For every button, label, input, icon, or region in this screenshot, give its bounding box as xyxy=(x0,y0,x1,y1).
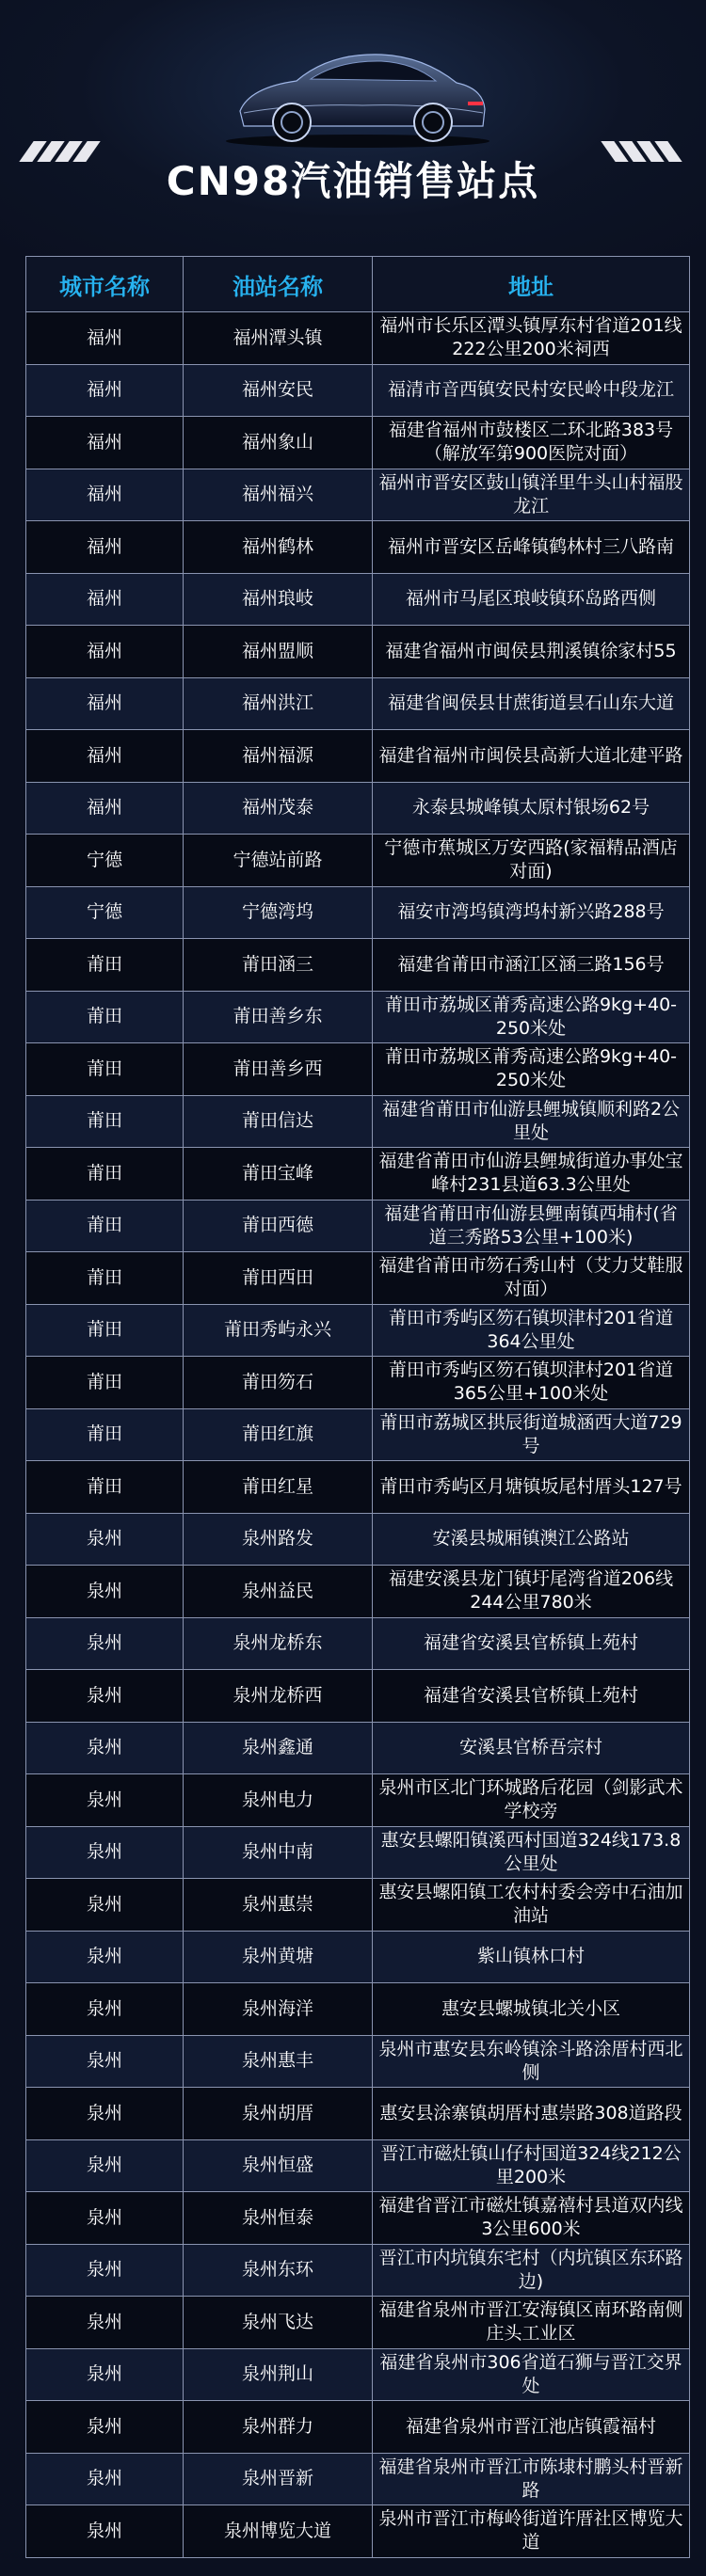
cell-address: 晋江市磁灶镇山仔村国道324线212公里200米 xyxy=(373,2139,690,2192)
cell-station: 泉州黄塘 xyxy=(184,1931,373,1983)
cell-city: 福州 xyxy=(26,730,184,783)
table-row xyxy=(26,521,690,574)
cell-city: 泉州 xyxy=(26,1879,184,1932)
cell-city: 福州 xyxy=(26,521,184,574)
cell-city: 福州 xyxy=(26,626,184,678)
cell-city: 泉州 xyxy=(26,1826,184,1879)
cell-city: 莆田 xyxy=(26,1304,184,1357)
table-row xyxy=(26,1043,690,1096)
cell-station: 莆田善乡东 xyxy=(184,991,373,1043)
cell-city: 泉州 xyxy=(26,1513,184,1566)
cell-city: 福州 xyxy=(26,782,184,835)
table-row xyxy=(26,1304,690,1357)
table-row xyxy=(26,1826,690,1879)
table-row xyxy=(26,2348,690,2401)
cell-city: 泉州 xyxy=(26,1931,184,1983)
cell-station: 泉州路发 xyxy=(184,1513,373,1566)
cell-address: 福建省闽侯县甘蔗街道昙石山东大道 xyxy=(373,677,690,730)
cell-city: 泉州 xyxy=(26,2088,184,2140)
cell-address: 福建省福州市闽侯县高新大道北建平路 xyxy=(373,730,690,783)
cell-city: 宁德 xyxy=(26,835,184,887)
table-row xyxy=(26,1931,690,1983)
table-row xyxy=(26,1774,690,1827)
cell-address: 福州市马尾区琅岐镇环岛路西侧 xyxy=(373,573,690,626)
cell-station: 莆田西田 xyxy=(184,1252,373,1305)
table-row xyxy=(26,1879,690,1932)
cell-address: 惠安县螺阳镇溪西村国道324线173.8公里处 xyxy=(373,1826,690,1879)
cell-city: 莆田 xyxy=(26,1095,184,1148)
cell-address: 福建省莆田市仙游县鲤南镇西埔村(省道三秀路53公里+100米) xyxy=(373,1200,690,1252)
page-title: CN98汽油销售站点 xyxy=(166,158,540,204)
cell-station: 泉州海洋 xyxy=(184,1983,373,2036)
cell-address: 福建省安溪县官桥镇上苑村 xyxy=(373,1617,690,1670)
cell-address: 惠安县螺城镇北关小区 xyxy=(373,1983,690,2036)
cell-station: 宁德站前路 xyxy=(184,835,373,887)
cell-city: 莆田 xyxy=(26,1148,184,1201)
column-header-city: 城市名称 xyxy=(26,257,184,312)
cell-address: 福建省福州市鼓楼区二环北路383号（解放军第900医院对面） xyxy=(373,417,690,469)
cell-address: 莆田市荔城区莆秀高速公路9kg+40-250米处 xyxy=(373,991,690,1043)
table-row xyxy=(26,2088,690,2140)
cell-city: 福州 xyxy=(26,469,184,521)
cell-city: 莆田 xyxy=(26,1357,184,1409)
table-row xyxy=(26,2297,690,2349)
cell-address: 福建省莆田市涵江区涵三路156号 xyxy=(373,939,690,992)
cell-station: 泉州电力 xyxy=(184,1774,373,1827)
cell-station: 福州潭头镇 xyxy=(184,312,373,365)
cell-city: 泉州 xyxy=(26,2139,184,2192)
table-body xyxy=(26,312,690,2558)
stations-table-container xyxy=(25,256,681,2558)
cell-station: 福州琅岐 xyxy=(184,573,373,626)
cell-address: 福建安溪县龙门镇圩尾湾省道206线244公里780米 xyxy=(373,1566,690,1618)
cell-city: 福州 xyxy=(26,573,184,626)
cell-station: 泉州博览大道 xyxy=(184,2505,373,2558)
cell-address: 福州市长乐区潭头镇厚东村省道201线222公里200米祠西 xyxy=(373,312,690,365)
cell-city: 泉州 xyxy=(26,2348,184,2401)
table-row xyxy=(26,1357,690,1409)
cell-city: 泉州 xyxy=(26,1617,184,1670)
table-row xyxy=(26,1095,690,1148)
cell-address: 福建省安溪县官桥镇上苑村 xyxy=(373,1670,690,1723)
table-row xyxy=(26,2192,690,2245)
cell-city: 莆田 xyxy=(26,939,184,992)
table-row xyxy=(26,2244,690,2297)
cell-address: 福建省晋江市磁灶镇嘉禧村县道双内线3公里600米 xyxy=(373,2192,690,2245)
table-row xyxy=(26,1148,690,1201)
cell-station: 福州鹤林 xyxy=(184,521,373,574)
cell-address: 莆田市荔城区莆秀高速公路9kg+40-250米处 xyxy=(373,1043,690,1096)
table-row xyxy=(26,1200,690,1252)
cell-station: 福州安民 xyxy=(184,364,373,417)
cell-station: 莆田宝峰 xyxy=(184,1148,373,1201)
cell-station: 莆田西德 xyxy=(184,1200,373,1252)
column-header-station: 油站名称 xyxy=(184,257,373,312)
cell-city: 莆田 xyxy=(26,991,184,1043)
cell-station: 福州福源 xyxy=(184,730,373,783)
cell-city: 泉州 xyxy=(26,1722,184,1774)
cell-city: 莆田 xyxy=(26,1043,184,1096)
cell-station: 莆田笏石 xyxy=(184,1357,373,1409)
cell-address: 福建省莆田市仙游县鲤城镇顺利路2公里处 xyxy=(373,1095,690,1148)
cell-station: 泉州飞达 xyxy=(184,2297,373,2349)
cell-city: 福州 xyxy=(26,312,184,365)
cell-station: 福州洪江 xyxy=(184,677,373,730)
cell-station: 泉州益民 xyxy=(184,1566,373,1618)
cell-station: 泉州恒泰 xyxy=(184,2192,373,2245)
cell-station: 泉州鑫通 xyxy=(184,1722,373,1774)
cell-station: 泉州群力 xyxy=(184,2401,373,2454)
table-row xyxy=(26,730,690,783)
cell-address: 泉州市区北门环城路后花园（剑影武术学校旁 xyxy=(373,1774,690,1827)
cell-address: 永泰县城峰镇太原村银场62号 xyxy=(373,782,690,835)
cell-station: 泉州惠丰 xyxy=(184,2035,373,2088)
cell-city: 莆田 xyxy=(26,1461,184,1514)
table-row xyxy=(26,939,690,992)
cell-station: 莆田善乡西 xyxy=(184,1043,373,1096)
cell-address: 莆田市荔城区拱辰街道城涵西大道729号 xyxy=(373,1408,690,1461)
cell-city: 莆田 xyxy=(26,1408,184,1461)
table-header-row xyxy=(26,257,690,312)
cell-city: 福州 xyxy=(26,417,184,469)
cell-address: 宁德市蕉城区万安西路(家福精品酒店对面) xyxy=(373,835,690,887)
cell-city: 福州 xyxy=(26,364,184,417)
cell-address: 泉州市晋江市梅岭街道许厝社区博览大道 xyxy=(373,2505,690,2558)
table-row xyxy=(26,2035,690,2088)
cell-address: 福建省福州市闽侯县荆溪镇徐家村55 xyxy=(373,626,690,678)
table-row xyxy=(26,417,690,469)
cell-address: 惠安县螺阳镇工农村村委会旁中石油加油站 xyxy=(373,1879,690,1932)
cell-city: 泉州 xyxy=(26,2297,184,2349)
cell-station: 莆田红旗 xyxy=(184,1408,373,1461)
table-row xyxy=(26,573,690,626)
table-row xyxy=(26,1722,690,1774)
cell-city: 泉州 xyxy=(26,1983,184,2036)
cell-city: 泉州 xyxy=(26,2505,184,2558)
cell-station: 泉州胡厝 xyxy=(184,2088,373,2140)
table-row xyxy=(26,1670,690,1723)
cell-station: 福州茂泰 xyxy=(184,782,373,835)
cell-city: 泉州 xyxy=(26,2192,184,2245)
column-header-address: 地址 xyxy=(373,257,690,312)
cell-address: 安溪县城厢镇澳江公路站 xyxy=(373,1513,690,1566)
cell-city: 泉州 xyxy=(26,2244,184,2297)
cell-station: 泉州东环 xyxy=(184,2244,373,2297)
table-row xyxy=(26,364,690,417)
table-row xyxy=(26,677,690,730)
table-row xyxy=(26,2505,690,2558)
cell-station: 莆田红星 xyxy=(184,1461,373,1514)
cell-city: 泉州 xyxy=(26,1774,184,1827)
cell-address: 福建省泉州市306省道石狮与晋江交界处 xyxy=(373,2348,690,2401)
table-row xyxy=(26,312,690,365)
cell-address: 安溪县官桥吾宗村 xyxy=(373,1722,690,1774)
table-row xyxy=(26,1252,690,1305)
cell-station: 泉州中南 xyxy=(184,1826,373,1879)
cell-address: 福建省泉州市晋江市陈埭村鹏头村晋新路 xyxy=(373,2453,690,2505)
cell-address: 福州市晋安区岳峰镇鹤林村三八路南 xyxy=(373,521,690,574)
cell-station: 福州福兴 xyxy=(184,469,373,521)
cell-city: 泉州 xyxy=(26,2453,184,2505)
cell-station: 泉州荆山 xyxy=(184,2348,373,2401)
cell-station: 泉州惠崇 xyxy=(184,1879,373,1932)
cell-city: 泉州 xyxy=(26,2035,184,2088)
cell-address: 晋江市内坑镇东宅村（内坑镇区东环路边) xyxy=(373,2244,690,2297)
cell-city: 莆田 xyxy=(26,1252,184,1305)
cell-station: 莆田涵三 xyxy=(184,939,373,992)
table-row xyxy=(26,835,690,887)
table-row xyxy=(26,1408,690,1461)
cell-station: 泉州龙桥东 xyxy=(184,1617,373,1670)
page-header xyxy=(0,0,706,256)
cell-station: 宁德湾坞 xyxy=(184,886,373,939)
cell-address: 福建省莆田市仙游县鲤城街道办事处宝峰村231县道63.3公里处 xyxy=(373,1148,690,1201)
cell-station: 福州盟顺 xyxy=(184,626,373,678)
cell-city: 泉州 xyxy=(26,1566,184,1618)
table-row xyxy=(26,1566,690,1618)
cell-station: 福州象山 xyxy=(184,417,373,469)
cell-station: 泉州龙桥西 xyxy=(184,1670,373,1723)
table-row xyxy=(26,469,690,521)
table-row xyxy=(26,1983,690,2036)
cell-address: 福建省泉州市晋江池店镇霞福村 xyxy=(373,2401,690,2454)
table-row xyxy=(26,626,690,678)
cell-station: 莆田信达 xyxy=(184,1095,373,1148)
table-row xyxy=(26,991,690,1043)
cell-address: 福安市湾坞镇湾坞村新兴路288号 xyxy=(373,886,690,939)
cell-city: 泉州 xyxy=(26,1670,184,1723)
cell-address: 惠安县涂寨镇胡厝村惠崇路308道路段 xyxy=(373,2088,690,2140)
cell-address: 莆田市秀屿区月塘镇坂尾村厝头127号 xyxy=(373,1461,690,1514)
table-row xyxy=(26,2401,690,2454)
cell-city: 福州 xyxy=(26,677,184,730)
cell-address: 莆田市秀屿区笏石镇坝津村201省道364公里处 xyxy=(373,1304,690,1357)
cell-city: 泉州 xyxy=(26,2401,184,2454)
table-row xyxy=(26,1513,690,1566)
cell-address: 福州市晋安区鼓山镇洋里牛头山村福股龙江 xyxy=(373,469,690,521)
cell-station: 莆田秀屿永兴 xyxy=(184,1304,373,1357)
table-row xyxy=(26,782,690,835)
cell-address: 福清市音西镇安民村安民岭中段龙江 xyxy=(373,364,690,417)
table-row xyxy=(26,886,690,939)
cell-station: 泉州恒盛 xyxy=(184,2139,373,2192)
table-row xyxy=(26,1617,690,1670)
table-row xyxy=(26,2139,690,2192)
cell-address: 福建省莆田市笏石秀山村（艾力艾鞋服对面） xyxy=(373,1252,690,1305)
cell-address: 福建省泉州市晋江安海镇区南环路南侧庄头工业区 xyxy=(373,2297,690,2349)
cell-city: 莆田 xyxy=(26,1200,184,1252)
sports-car-icon xyxy=(221,36,494,149)
table-row xyxy=(26,1461,690,1514)
cell-address: 莆田市秀屿区笏石镇坝津村201省道365公里+100米处 xyxy=(373,1357,690,1409)
cell-city: 宁德 xyxy=(26,886,184,939)
stations-table xyxy=(25,256,690,2558)
cell-address: 泉州市惠安县东岭镇涂斗路涂厝村西北侧 xyxy=(373,2035,690,2088)
table-row xyxy=(26,2453,690,2505)
cell-address: 紫山镇林口村 xyxy=(373,1931,690,1983)
cell-station: 泉州晋新 xyxy=(184,2453,373,2505)
